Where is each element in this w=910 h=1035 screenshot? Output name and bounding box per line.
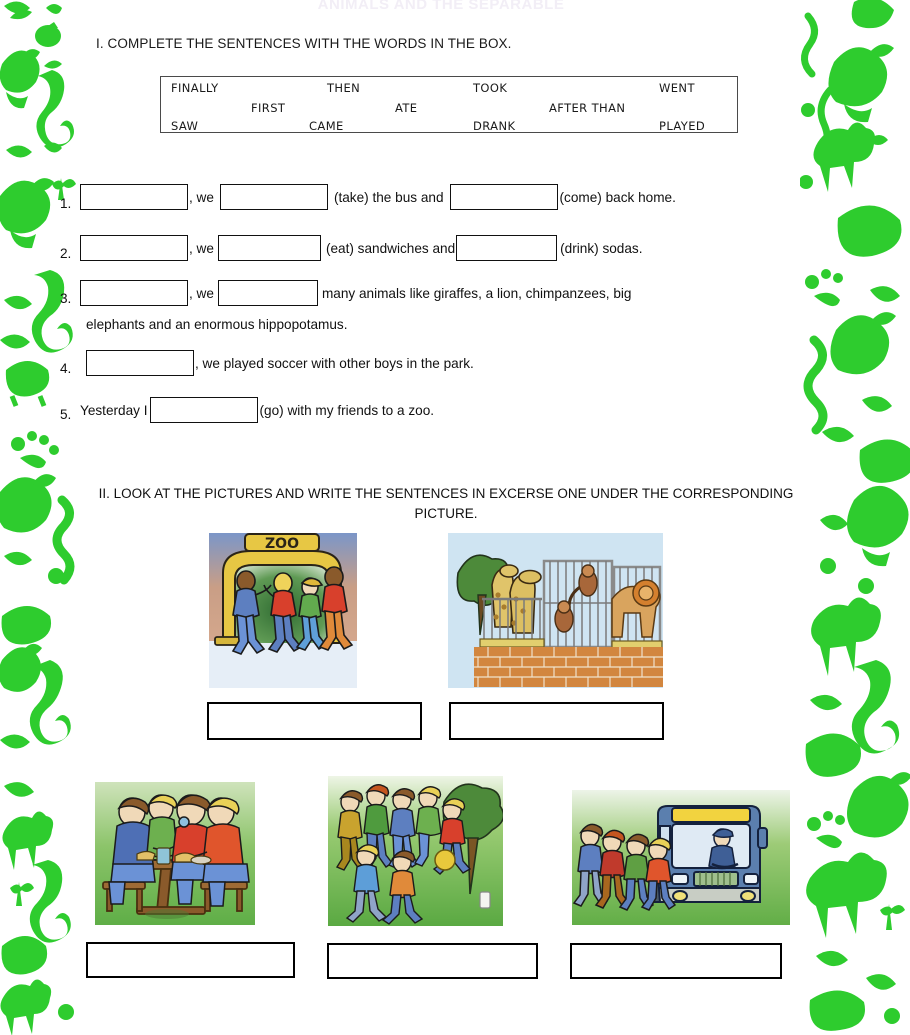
animal-cages-picture — [448, 533, 663, 688]
answer-box-picture-4[interactable] — [327, 943, 538, 979]
word-first: FIRST — [251, 101, 286, 115]
children-soccer-picture — [328, 776, 503, 926]
sentence-item-5 — [80, 397, 434, 423]
blank-1a[interactable] — [80, 184, 188, 210]
word-saw: SAW — [171, 119, 199, 133]
answer-box-picture-1[interactable] — [207, 702, 422, 740]
sentence-5-text-a: Yesterday I — [80, 402, 148, 418]
sentence-1-text-b: (take) the bus and — [333, 189, 444, 205]
sentence-3-text-a: , we — [189, 285, 214, 301]
word-then: THEN — [327, 81, 361, 95]
word-took: TOOK — [473, 81, 508, 95]
item-number-4: 4. — [60, 361, 72, 376]
word-ate: ATE — [395, 101, 418, 115]
item-number-1: 1. — [60, 196, 72, 211]
children-eating-picture — [95, 782, 255, 925]
answer-box-picture-5[interactable] — [570, 943, 782, 979]
decorative-border-right — [800, 0, 910, 1035]
sentence-3-continuation: elephants and an enormous hippopotamus. — [86, 317, 348, 332]
blank-1c[interactable] — [450, 184, 558, 210]
sentence-2-text-b: (eat) sandwiches and — [325, 240, 456, 256]
sentence-2-text-c: (drink) sodas. — [560, 240, 643, 256]
answer-box-picture-2[interactable] — [449, 702, 664, 740]
page-title: ANIMALS AND THE SEPARABLE — [317, 0, 565, 10]
word-played: PLAYED — [659, 119, 706, 133]
sentence-1-text-c: (come) back home. — [559, 189, 676, 205]
sentence-item-1 — [80, 184, 676, 210]
word-came: CAME — [309, 119, 344, 133]
sentence-3-text-b: many animals like giraffes, a lion, chimpanzees, big — [321, 285, 632, 301]
exercise-one-instruction: I. COMPLETE THE SENTENCES WITH THE WORDS IN THE BOX. — [96, 36, 512, 51]
sentence-4-text-a: , we played soccer with other boys in the park. — [195, 355, 474, 371]
word-finally: FINALLY — [171, 81, 219, 95]
sentence-2-text-a: , we — [189, 240, 214, 256]
sentence-item-3 — [80, 280, 631, 306]
worksheet-sheet — [60, 0, 800, 1035]
word-after-than: AFTER THAN — [549, 101, 626, 115]
blank-1b[interactable] — [220, 184, 328, 210]
svg-text:ZOO: ZOO — [265, 536, 299, 552]
sentence-1-text-a: , we — [189, 189, 214, 205]
word-went: WENT — [659, 81, 695, 95]
blank-3b[interactable] — [218, 280, 318, 306]
answer-box-picture-3[interactable] — [86, 942, 295, 978]
word-drank: DRANK — [473, 119, 516, 133]
item-number-2: 2. — [60, 246, 72, 261]
word-bank-box — [160, 76, 738, 133]
decorative-border-left — [0, 0, 82, 1035]
sentence-item-2 — [80, 235, 643, 261]
blank-5a[interactable] — [150, 397, 258, 423]
blank-4a[interactable] — [86, 350, 194, 376]
zoo-entrance-picture — [209, 533, 357, 688]
sentence-item-4 — [86, 350, 474, 376]
exercise-two-instruction: II. LOOK AT THE PICTURES AND WRITE THE SENTENCES IN EXCERSE ONE UNDER THE CORRESPONDING PICTURE. — [98, 486, 794, 521]
item-number-5: 5. — [60, 407, 72, 422]
blank-2c[interactable] — [456, 235, 557, 261]
blank-3a[interactable] — [80, 280, 188, 306]
blank-2b[interactable] — [218, 235, 321, 261]
blank-2a[interactable] — [80, 235, 188, 261]
sentence-5-text-b: (go) with my friends to a zoo. — [259, 402, 435, 418]
children-bus-picture — [572, 790, 790, 925]
item-number-3: 3. — [60, 291, 72, 306]
